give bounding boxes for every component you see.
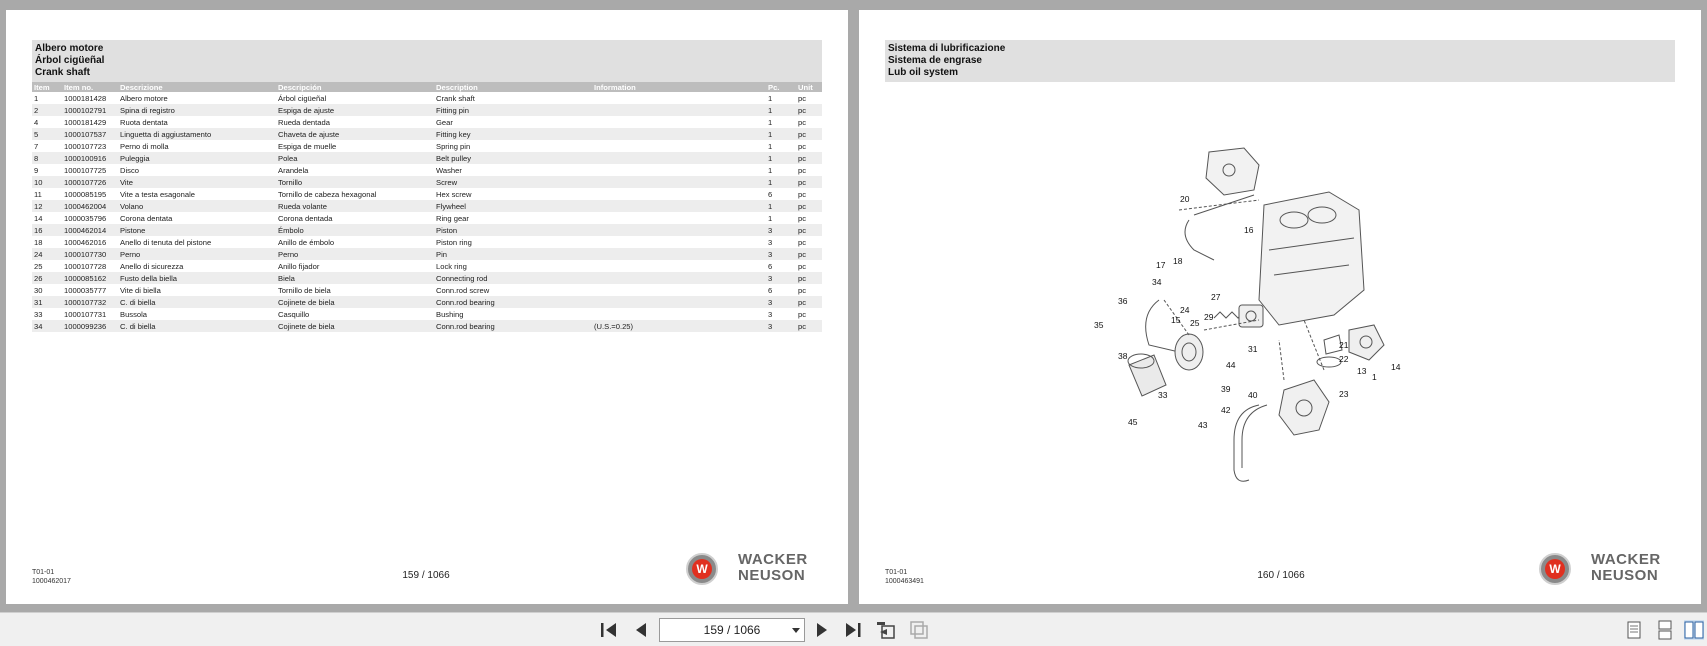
heading-en: Lub oil system xyxy=(888,67,959,78)
cell-information xyxy=(592,164,766,176)
cell-item-no: 1000107537 xyxy=(62,128,118,140)
cell-description: Ring gear xyxy=(436,213,469,223)
cell-item: 33 xyxy=(34,309,43,319)
cell-information xyxy=(592,260,766,272)
forward-icon[interactable] xyxy=(908,619,930,641)
cell-descripcion: Tornillo de biela xyxy=(278,285,331,295)
table-row xyxy=(32,248,822,260)
cell-item: 12 xyxy=(32,200,62,212)
callout-13: 13 xyxy=(1357,366,1367,376)
next-page-icon[interactable] xyxy=(811,619,833,641)
heading-es: Árbol cigüeñal xyxy=(35,55,105,66)
cell-item-no: 1000181428 xyxy=(64,93,107,103)
cell-item: 5 xyxy=(32,128,62,140)
cell-descrizione: Linguetta di aggiustamento xyxy=(118,128,276,140)
cell-descripcion: Espiga de ajuste xyxy=(276,104,434,116)
cell-descrizione: Disco xyxy=(120,165,139,175)
single-page-view-icon[interactable] xyxy=(1624,620,1644,640)
cell-unit: pc xyxy=(798,261,807,271)
cell-descripcion: Arandela xyxy=(278,165,309,175)
cell-unit: pc xyxy=(798,189,807,199)
cell-information xyxy=(592,188,766,200)
heading-en: Crank shaft xyxy=(35,67,91,78)
cell-descripcion: Biela xyxy=(276,272,434,284)
cell-information xyxy=(592,200,766,212)
footer-code-line1: T01-01 xyxy=(32,569,55,576)
cell-information xyxy=(592,212,766,224)
cell-pc: 1 xyxy=(766,152,796,164)
cell-descrizione: Albero motore xyxy=(120,93,168,103)
cell-description: Hex screw xyxy=(436,189,472,199)
cell-pc: 1 xyxy=(766,176,796,188)
cell-item: 11 xyxy=(34,189,42,199)
cell-unit: pc xyxy=(798,309,807,319)
cell-item: 10 xyxy=(32,176,62,188)
cell-item-no: 1000462004 xyxy=(62,200,118,212)
cell-unit: pc xyxy=(796,176,822,188)
continuous-view-icon[interactable] xyxy=(1655,620,1675,640)
cell-unit: pc xyxy=(796,128,822,140)
table-row xyxy=(32,272,822,284)
page-number: 159 / 1066 xyxy=(402,570,450,581)
callout-18: 18 xyxy=(1173,256,1183,266)
cell-information xyxy=(592,284,766,296)
cell-pc: 3 xyxy=(766,320,796,332)
table-row xyxy=(32,260,822,272)
cell-item-no: 1000107731 xyxy=(64,309,107,319)
cell-pc: 1 xyxy=(768,165,773,175)
cell-descrizione: Vite di biella xyxy=(120,285,161,295)
cell-item-no: 1000102791 xyxy=(62,104,118,116)
cell-pc: 1 xyxy=(766,200,796,212)
table-row xyxy=(32,176,822,188)
cell-item-no: 1000107728 xyxy=(64,261,107,271)
callout-23: 23 xyxy=(1339,389,1349,399)
cell-descripcion: Tornillo xyxy=(276,176,434,188)
cell-description: Conn.rod bearing xyxy=(434,320,592,332)
cell-pc: 3 xyxy=(766,224,796,236)
cell-item-no: 1000107730 xyxy=(62,248,118,260)
cell-descrizione: Puleggia xyxy=(118,152,276,164)
cell-item-no: 1000181429 xyxy=(64,117,107,127)
cell-descripcion: Casquillo xyxy=(278,309,310,319)
cell-item: 7 xyxy=(34,141,39,151)
cell-descripcion: Cojinete de biela xyxy=(276,296,434,308)
table-row xyxy=(32,296,822,308)
cell-unit: pc xyxy=(796,224,822,236)
cell-descrizione: Perno di molla xyxy=(120,141,169,151)
table-row xyxy=(32,236,822,248)
callout-22: 22 xyxy=(1339,354,1349,364)
cell-descripcion: Árbol cigüeñal xyxy=(278,93,327,103)
cell-descrizione: Volano xyxy=(118,200,276,212)
callout-45: 45 xyxy=(1128,417,1138,427)
brand-logo xyxy=(1539,550,1679,590)
heading-it: Albero motore xyxy=(35,43,104,54)
col-unit: Unit xyxy=(796,82,822,92)
cell-item-no: 1000462016 xyxy=(64,237,107,247)
cell-descrizione: Anello di tenuta del pistone xyxy=(120,237,212,247)
cell-pc: 6 xyxy=(768,189,773,199)
cell-item: 4 xyxy=(34,117,39,127)
col-information: Information xyxy=(592,82,766,92)
callout-35: 35 xyxy=(1094,320,1104,330)
cell-item: 30 xyxy=(34,285,43,295)
cell-pc: 3 xyxy=(766,248,796,260)
cell-item-no: 1000085162 xyxy=(62,272,118,284)
callout-16: 16 xyxy=(1244,225,1254,235)
footer-code xyxy=(885,568,924,586)
cell-unit: pc xyxy=(798,285,807,295)
page-selector[interactable] xyxy=(659,618,805,642)
cell-description: Washer xyxy=(436,165,462,175)
cell-unit: pc xyxy=(798,141,807,151)
cell-unit: pc xyxy=(796,104,822,116)
cell-descrizione: C. di biella xyxy=(118,320,276,332)
cell-item: 34 xyxy=(32,320,62,332)
cell-unit: pc xyxy=(798,93,807,103)
cell-pc: 1 xyxy=(768,213,773,223)
cell-item: 16 xyxy=(32,224,62,236)
callout-31: 31 xyxy=(1248,344,1258,354)
table-row xyxy=(32,92,822,104)
cell-descrizione: Vite xyxy=(118,176,276,188)
cell-description: Conn.rod screw xyxy=(436,285,490,295)
callout-42: 42 xyxy=(1221,405,1231,415)
callout-1: 1 xyxy=(1372,372,1377,382)
cell-information xyxy=(592,248,766,260)
cell-pc: 6 xyxy=(768,285,773,295)
cell-description: Conn.rod bearing xyxy=(434,296,592,308)
cell-item-no: 1000462014 xyxy=(62,224,118,236)
footer-code-line2: 1000463491 xyxy=(885,578,924,585)
cell-pc: 3 xyxy=(766,296,796,308)
footer-code-line2: 1000462017 xyxy=(32,578,71,585)
cell-item-no: 1000100916 xyxy=(62,152,118,164)
col-item: Item xyxy=(32,82,62,92)
cell-pc: 3 xyxy=(768,309,773,319)
callout-34: 34 xyxy=(1152,277,1162,287)
table-row xyxy=(32,116,822,128)
cell-information xyxy=(592,272,766,284)
cell-unit: pc xyxy=(798,165,807,175)
callout-27: 27 xyxy=(1211,292,1221,302)
cell-item: 14 xyxy=(34,213,43,223)
callout-20: 20 xyxy=(1180,194,1190,204)
cell-item-no: 1000035777 xyxy=(64,285,107,295)
page-number: 160 / 1066 xyxy=(1257,570,1305,581)
brand-line1: WACKER xyxy=(738,551,808,568)
cell-descripcion: Émbolo xyxy=(276,224,434,236)
cell-item-no: 1000107725 xyxy=(64,165,107,175)
cell-information xyxy=(592,236,766,248)
cell-information xyxy=(592,152,766,164)
cell-information xyxy=(592,176,766,188)
cell-information xyxy=(592,92,766,104)
cell-descrizione: Vite a testa esagonale xyxy=(120,189,196,199)
cell-descripcion: Perno xyxy=(276,248,434,260)
table-row xyxy=(32,104,822,116)
callout-33: 33 xyxy=(1158,390,1168,400)
cell-pc: 1 xyxy=(768,93,773,103)
callout-44: 44 xyxy=(1226,360,1236,370)
cell-description: Spring pin xyxy=(436,141,471,151)
cell-pc: 3 xyxy=(766,272,796,284)
cell-descrizione: Spina di registro xyxy=(118,104,276,116)
table-row xyxy=(32,212,822,224)
cell-descrizione: Anello di sicurezza xyxy=(120,261,184,271)
table-row xyxy=(32,128,822,140)
cell-descripcion: Cojinete de biela xyxy=(276,320,434,332)
col-descrizione: Descrizione xyxy=(118,82,276,92)
cell-descripcion: Anillo de émbolo xyxy=(278,237,335,247)
col-item-no: Item no. xyxy=(62,82,118,92)
callout-36: 36 xyxy=(1118,296,1128,306)
cell-unit: pc xyxy=(798,117,807,127)
cell-description: Fitting pin xyxy=(434,104,592,116)
callout-24: 24 xyxy=(1180,305,1190,315)
cell-unit: pc xyxy=(796,248,822,260)
callout-25: 25 xyxy=(1190,318,1200,328)
cell-descrizione: Corona dentata xyxy=(120,213,173,223)
cell-item-no: 1000107726 xyxy=(62,176,118,188)
brand-name xyxy=(1591,552,1661,584)
brand-mark: W xyxy=(692,559,712,579)
cell-descripcion: Anillo fijador xyxy=(278,261,320,271)
cell-description: Gear xyxy=(436,117,453,127)
table-row xyxy=(32,284,822,296)
cell-item: 25 xyxy=(34,261,43,271)
callout-21: 21 xyxy=(1339,340,1349,350)
cell-description: Lock ring xyxy=(436,261,467,271)
cell-description: Belt pulley xyxy=(434,152,592,164)
cell-pc: 3 xyxy=(768,237,773,247)
callout-43: 43 xyxy=(1198,420,1208,430)
cell-descripcion: Rueda volante xyxy=(276,200,434,212)
cell-item-no: 1000085195 xyxy=(64,189,107,199)
cell-item-no: 1000035796 xyxy=(64,213,107,223)
cell-item-no: 1000107723 xyxy=(64,141,107,151)
cell-item: 18 xyxy=(34,237,43,247)
cell-unit: pc xyxy=(796,296,822,308)
cell-descrizione: Fusto della biella xyxy=(118,272,276,284)
parts-table-body xyxy=(32,92,822,332)
cell-information xyxy=(592,104,766,116)
callout-29: 29 xyxy=(1204,312,1214,322)
table-row xyxy=(32,308,822,320)
parts-table-header xyxy=(32,82,822,92)
table-row xyxy=(32,164,822,176)
table-row xyxy=(32,188,822,200)
cell-item: 9 xyxy=(34,165,39,175)
cell-description: Bushing xyxy=(436,309,464,319)
cell-item-no: 1000099236 xyxy=(62,320,118,332)
cell-unit: pc xyxy=(796,152,822,164)
col-description: Description xyxy=(434,82,592,92)
cell-descripcion: Tornillo de cabeza hexagonal xyxy=(278,189,377,199)
col-descripcion: Descripción xyxy=(276,82,434,92)
col-pc: Pc. xyxy=(766,82,796,92)
brand-name xyxy=(738,552,808,584)
page-heading xyxy=(885,40,1675,82)
cell-item: 26 xyxy=(32,272,62,284)
cell-information xyxy=(592,296,766,308)
last-page-icon[interactable] xyxy=(842,619,864,641)
table-row xyxy=(32,140,822,152)
cell-pc: 1 xyxy=(768,117,773,127)
callout-40: 40 xyxy=(1248,390,1258,400)
heading-it: Sistema di lubrificazione xyxy=(888,43,1006,54)
exploded-diagram xyxy=(1084,140,1404,510)
table-row xyxy=(32,152,822,164)
callout-17: 17 xyxy=(1156,260,1166,270)
brand-line2: NEUSON xyxy=(1591,567,1659,584)
cell-description: Screw xyxy=(434,176,592,188)
cell-description: Piston ring xyxy=(436,237,472,247)
page-heading xyxy=(32,40,822,82)
cell-unit: pc xyxy=(796,200,822,212)
cell-unit: pc xyxy=(796,272,822,284)
cell-pc: 6 xyxy=(768,261,773,271)
cell-descrizione: Ruota dentata xyxy=(120,117,168,127)
cell-information xyxy=(592,308,766,320)
cell-unit: pc xyxy=(798,213,807,223)
brand-mark: W xyxy=(1545,559,1565,579)
cell-descripcion: Rueda dentada xyxy=(278,117,330,127)
cell-item: 2 xyxy=(32,104,62,116)
callout-15: 15 xyxy=(1171,315,1181,325)
brand-mark-icon xyxy=(1539,553,1571,585)
two-page-view-icon[interactable] xyxy=(1684,620,1704,640)
cell-descripcion: Chaveta de ajuste xyxy=(276,128,434,140)
cell-item: 24 xyxy=(32,248,62,260)
callout-39: 39 xyxy=(1221,384,1231,394)
back-icon[interactable] xyxy=(875,619,897,641)
prev-page-icon[interactable] xyxy=(630,619,652,641)
cell-descripcion: Corona dentada xyxy=(278,213,333,223)
cell-description: Piston xyxy=(434,224,592,236)
cell-descrizione: Pistone xyxy=(118,224,276,236)
cell-information xyxy=(592,140,766,152)
cell-information: (U.S.=0.25) xyxy=(592,320,766,332)
page-selector-value: 159 / 1066 xyxy=(703,623,761,637)
heading-es: Sistema de engrase xyxy=(888,55,982,66)
first-page-icon[interactable] xyxy=(598,619,620,641)
footer-code xyxy=(32,568,71,586)
callout-14: 14 xyxy=(1391,362,1401,372)
cell-description: Fitting key xyxy=(434,128,592,140)
cell-description: Crank shaft xyxy=(436,93,475,103)
brand-line1: WACKER xyxy=(1591,551,1661,568)
cell-description: Flywheel xyxy=(434,200,592,212)
brand-logo xyxy=(686,550,826,590)
parts-table xyxy=(32,82,822,332)
cell-item: 31 xyxy=(32,296,62,308)
cell-description: Pin xyxy=(434,248,592,260)
brand-mark-icon xyxy=(686,553,718,585)
cell-information xyxy=(592,116,766,128)
cell-descripcion: Polea xyxy=(276,152,434,164)
right-page xyxy=(859,10,1701,604)
cell-pc: 1 xyxy=(768,141,773,151)
brand-line2: NEUSON xyxy=(738,567,806,584)
cell-unit: pc xyxy=(796,320,822,332)
viewer-toolbar xyxy=(0,612,1707,646)
table-row xyxy=(32,320,822,332)
left-page xyxy=(6,10,848,604)
cell-description: Connecting rod xyxy=(434,272,592,284)
cell-information xyxy=(592,128,766,140)
cell-item-no: 1000107732 xyxy=(62,296,118,308)
cell-descrizione: Bussola xyxy=(120,309,148,319)
table-row xyxy=(32,200,822,212)
cell-item: 8 xyxy=(32,152,62,164)
cell-pc: 1 xyxy=(766,104,796,116)
cell-descrizione: C. di biella xyxy=(118,296,276,308)
cell-information xyxy=(592,224,766,236)
cell-descripcion: Espiga de muelle xyxy=(278,141,337,151)
chevron-down-icon[interactable] xyxy=(792,628,800,633)
cell-pc: 1 xyxy=(766,128,796,140)
table-row xyxy=(32,224,822,236)
callout-38: 38 xyxy=(1118,351,1128,361)
cell-descrizione: Perno xyxy=(118,248,276,260)
footer-code-line1: T01-01 xyxy=(885,569,908,576)
cell-item: 1 xyxy=(34,93,39,103)
cell-unit: pc xyxy=(798,237,807,247)
